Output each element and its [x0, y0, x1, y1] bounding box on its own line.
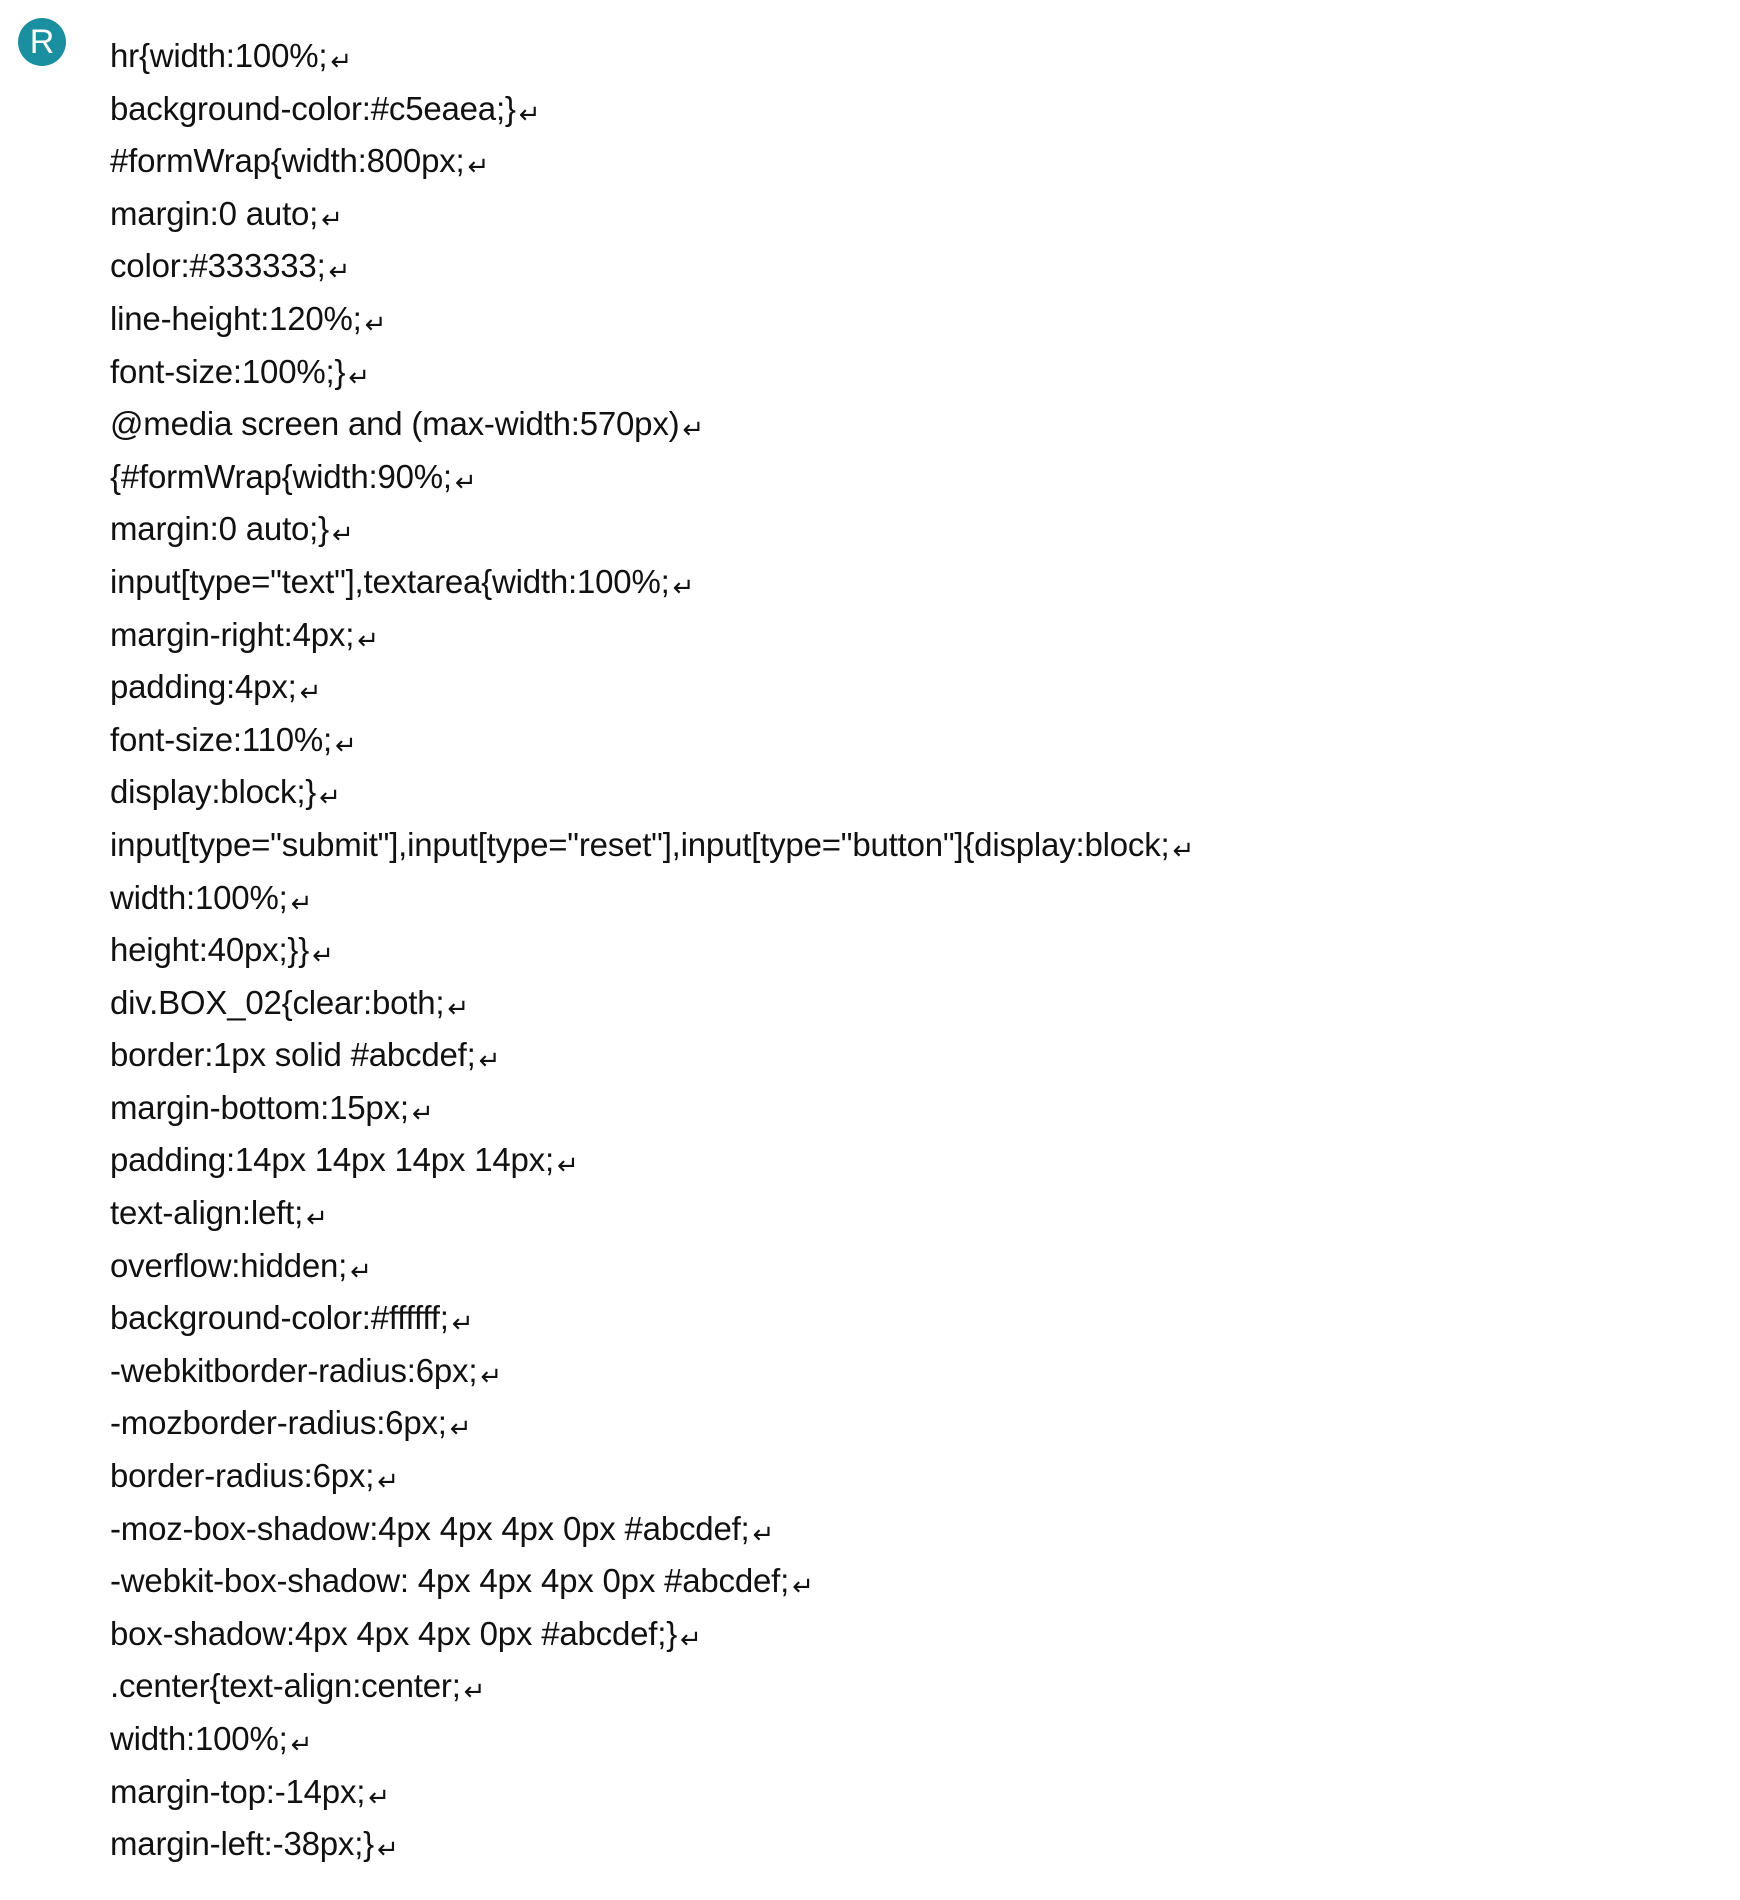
newline-marker-icon: ↵ — [518, 99, 541, 130]
code-line: margin-right:4px; ↵ — [110, 609, 1710, 662]
code-line: -webkit-box-shadow: 4px 4px 4px 0px #abcdef; ↵ — [110, 1555, 1710, 1608]
user-avatar: R — [18, 18, 66, 66]
code-line: box-shadow:4px 4px 4px 0px #abcdef;} ↵ — [110, 1608, 1710, 1661]
newline-marker-icon: ↵ — [449, 1414, 472, 1445]
code-line: overflow:hidden; ↵ — [110, 1240, 1710, 1293]
newline-marker-icon: ↵ — [306, 1204, 328, 1235]
newline-marker-icon: ↵ — [319, 783, 341, 814]
newline-marker-icon: ↵ — [451, 1309, 474, 1340]
newline-marker-icon: ↵ — [682, 415, 705, 446]
newline-marker-icon: ↵ — [290, 1730, 313, 1760]
code-line: background-color:#ffffff; ↵ — [110, 1292, 1710, 1345]
code-line: margin-left:-38px;} ↵ — [110, 1818, 1710, 1871]
newline-marker-icon: ↵ — [556, 1151, 579, 1182]
code-line: #formWrap{width:800px; ↵ — [110, 135, 1710, 188]
code-line: width:100%; ↵ — [110, 1713, 1710, 1766]
code-line: height:40px;}} ↵ — [110, 924, 1710, 977]
code-line: color:#333333; ↵ — [110, 240, 1710, 293]
newline-marker-icon: ↵ — [368, 1782, 390, 1813]
code-line: padding:14px 14px 14px 14px; ↵ — [110, 1134, 1710, 1187]
newline-marker-icon: ↵ — [335, 730, 357, 761]
newline-marker-icon: ↵ — [330, 47, 352, 77]
message-code-block — [110, 30, 1710, 1871]
code-line: {#formWrap{width:90%; ↵ — [110, 451, 1710, 504]
code-line: hr{width:100%; ↵ — [110, 30, 1710, 83]
code-line: input[type="submit"],input[type="reset"],input[type="button"]{display:block; ↵ — [110, 819, 1710, 872]
newline-marker-icon: ↵ — [792, 1572, 814, 1603]
newline-marker-icon: ↵ — [357, 625, 379, 656]
newline-marker-icon: ↵ — [290, 888, 313, 919]
code-line: margin-top:-14px; ↵ — [110, 1766, 1710, 1819]
newline-marker-icon: ↵ — [331, 520, 354, 551]
code-line: -moz-box-shadow:4px 4px 4px 0px #abcdef; ↵ — [110, 1503, 1710, 1556]
newline-marker-icon: ↵ — [348, 362, 370, 393]
code-line: margin:0 auto; ↵ — [110, 188, 1710, 241]
code-line: border:1px solid #abcdef; ↵ — [110, 1029, 1710, 1082]
code-line: font-size:110%; ↵ — [110, 714, 1710, 767]
code-line: display:block;} ↵ — [110, 766, 1710, 819]
newline-marker-icon: ↵ — [321, 204, 343, 235]
code-line: background-color:#c5eaea;} ↵ — [110, 83, 1710, 136]
newline-marker-icon: ↵ — [478, 1046, 501, 1077]
newline-marker-icon: ↵ — [480, 1361, 502, 1392]
code-line: border-radius:6px; ↵ — [110, 1450, 1710, 1503]
newline-marker-icon: ↵ — [350, 1256, 372, 1287]
code-line: line-height:120%; ↵ — [110, 293, 1710, 346]
newline-marker-icon: ↵ — [467, 152, 490, 183]
code-line: margin:0 auto;} ↵ — [110, 503, 1710, 556]
code-line: font-size:100%;} ↵ — [110, 346, 1710, 399]
newline-marker-icon: ↵ — [447, 993, 469, 1024]
code-line: -mozborder-radius:6px; ↵ — [110, 1397, 1710, 1450]
newline-marker-icon: ↵ — [377, 1835, 399, 1866]
code-line: margin-bottom:15px; ↵ — [110, 1082, 1710, 1135]
code-line: width:100%; ↵ — [110, 872, 1710, 925]
newline-marker-icon: ↵ — [377, 1467, 399, 1498]
newline-marker-icon: ↵ — [680, 1624, 702, 1655]
newline-marker-icon: ↵ — [454, 467, 477, 498]
newline-marker-icon: ↵ — [463, 1677, 486, 1708]
newline-marker-icon: ↵ — [312, 941, 334, 972]
code-line: .center{text-align:center; ↵ — [110, 1660, 1710, 1713]
code-line: text-align:left; ↵ — [110, 1187, 1710, 1240]
newline-marker-icon: ↵ — [364, 309, 387, 340]
newline-marker-icon: ↵ — [328, 257, 351, 288]
code-line: @media screen and (max-width:570px) ↵ — [110, 398, 1710, 451]
code-line: -webkitborder-radius:6px; ↵ — [110, 1345, 1710, 1398]
newline-marker-icon: ↵ — [672, 572, 695, 603]
newline-marker-icon: ↵ — [752, 1519, 775, 1550]
newline-marker-icon: ↵ — [411, 1098, 434, 1129]
code-line: padding:4px; ↵ — [110, 661, 1710, 714]
code-line: input[type="text"],textarea{width:100%; ↵ — [110, 556, 1710, 609]
newline-marker-icon: ↵ — [299, 678, 322, 709]
newline-marker-icon: ↵ — [1172, 835, 1195, 866]
code-line: div.BOX_02{clear:both; ↵ — [110, 977, 1710, 1030]
